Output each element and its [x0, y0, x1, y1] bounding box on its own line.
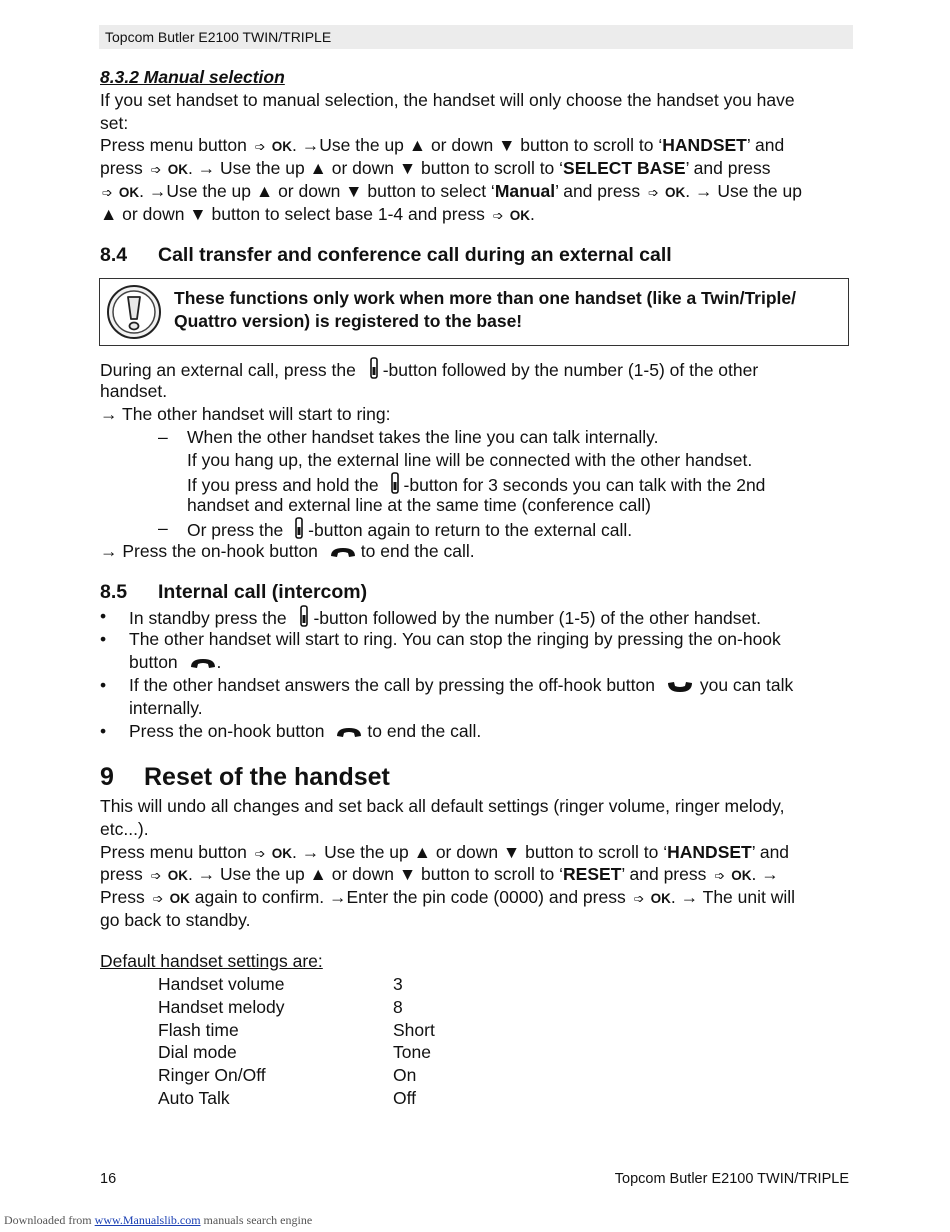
paragraph-line: During an external call, press the -button followed by the number (1-5) of the other — [100, 357, 860, 380]
ok-button-symbol: ➩ OK — [150, 868, 188, 884]
section-9-heading: 9 Reset of the handset — [100, 763, 390, 791]
section-85-heading: 8.5 Internal call (intercom) — [100, 581, 368, 603]
defaults-label: Default handset settings are: — [100, 950, 323, 971]
ok-button-symbol: ➩ OK — [254, 845, 293, 861]
on-hook-icon — [189, 657, 217, 671]
ok-button-symbol: ➩ OK — [648, 184, 686, 200]
instruction-line: press ➩ OK. → Use the up ▲ or down ▼ button to scroll to ‘RESET’ and press ➩ OK. → — [100, 863, 860, 886]
manualslib-link[interactable]: www.Manualslib.com — [94, 1213, 201, 1227]
instruction-line: Press menu button ➩ OK. →Use the up ▲ or down ▼ button to scroll to ‘HANDSET’ and — [100, 134, 860, 157]
section-84-body — [100, 357, 860, 425]
ok-button-symbol: ➩ OK — [102, 184, 140, 200]
download-note: Downloaded from www.Manualslib.com manuals search engine — [4, 1213, 313, 1227]
on-hook-icon — [335, 726, 363, 740]
ok-button-symbol: ➩ OK — [714, 868, 752, 884]
intercom-handset-icon — [297, 605, 311, 627]
footer-title: Topcom Butler E2100 TWIN/TRIPLE — [614, 1171, 849, 1187]
section-832-title: 8.3.2 Manual selection — [100, 67, 285, 87]
running-header — [99, 25, 853, 49]
intercom-handset-icon — [367, 357, 381, 379]
paragraph-line: handset. — [100, 380, 168, 401]
warning-note — [99, 278, 849, 346]
off-hook-icon — [666, 680, 694, 694]
section-832 — [100, 66, 860, 226]
paragraph-line: If you set handset to manual selection, the handset will only choose the handset you have — [100, 89, 795, 110]
ok-button-symbol: ➩ OK — [492, 207, 531, 223]
warning-text: These functions only work when more than one handset (like a Twin/Triple/ Quattro version) is registered to the base! — [174, 288, 796, 331]
section-84-heading: 8.4 Call transfer and conference call during an external call — [100, 244, 672, 266]
instruction-line: ▲ or down ▼ button to select base 1-4 and press ➩ OK. — [100, 203, 860, 226]
on-hook-icon — [329, 546, 357, 560]
ok-button-symbol: ➩ OK — [254, 139, 293, 155]
paragraph-line: set: — [100, 112, 129, 133]
instruction-line: press ➩ OK. → Use the up ▲ or down ▼ button to scroll to ‘SELECT BASE’ and press — [100, 157, 860, 180]
instruction-line: Press menu button ➩ OK. → Use the up ▲ or down ▼ button to scroll to ‘HANDSET’ and — [100, 841, 860, 864]
warning-exclamation-icon — [106, 284, 162, 340]
section-84-end: → Press the on-hook button to end the call. — [100, 541, 475, 561]
paragraph-line: → The other handset will start to ring: — [100, 403, 391, 424]
ok-button-symbol: ➩ OK — [150, 162, 188, 178]
instruction-line: Press ➩ OK again to confirm. →Enter the pin code (0000) and press ➩ OK. → The unit will — [100, 886, 860, 909]
ok-button-symbol: ➩ OK — [633, 891, 671, 907]
intercom-handset-icon — [292, 517, 306, 539]
section-9-body: This will undo all changes and set back all default settings (ringer volume, ringer melody, etc...). Press menu button ➩ OK. → Use the up ▲ or down ▼ button to scroll to ‘HANDSET’ and press ➩ OK. → Use the up ▲ or down ▼ button to scroll to ‘RESET’ and press ➩ OK. → Press ➩ OK again to confirm. →Enter the pin code (0000) and press ➩ OK. → The unit will go back to standby. Default handset settings are: — [100, 795, 860, 973]
ok-button-symbol: ➩ OK — [152, 891, 190, 907]
page-number: 16 — [100, 1171, 117, 1187]
intercom-handset-icon — [388, 472, 402, 494]
instruction-line: ➩ OK. →Use the up ▲ or down ▼ button to select ‘Manual’ and press ➩ OK. → Use the up — [100, 180, 860, 203]
header-title: Topcom Butler E2100 TWIN/TRIPLE — [105, 29, 332, 45]
